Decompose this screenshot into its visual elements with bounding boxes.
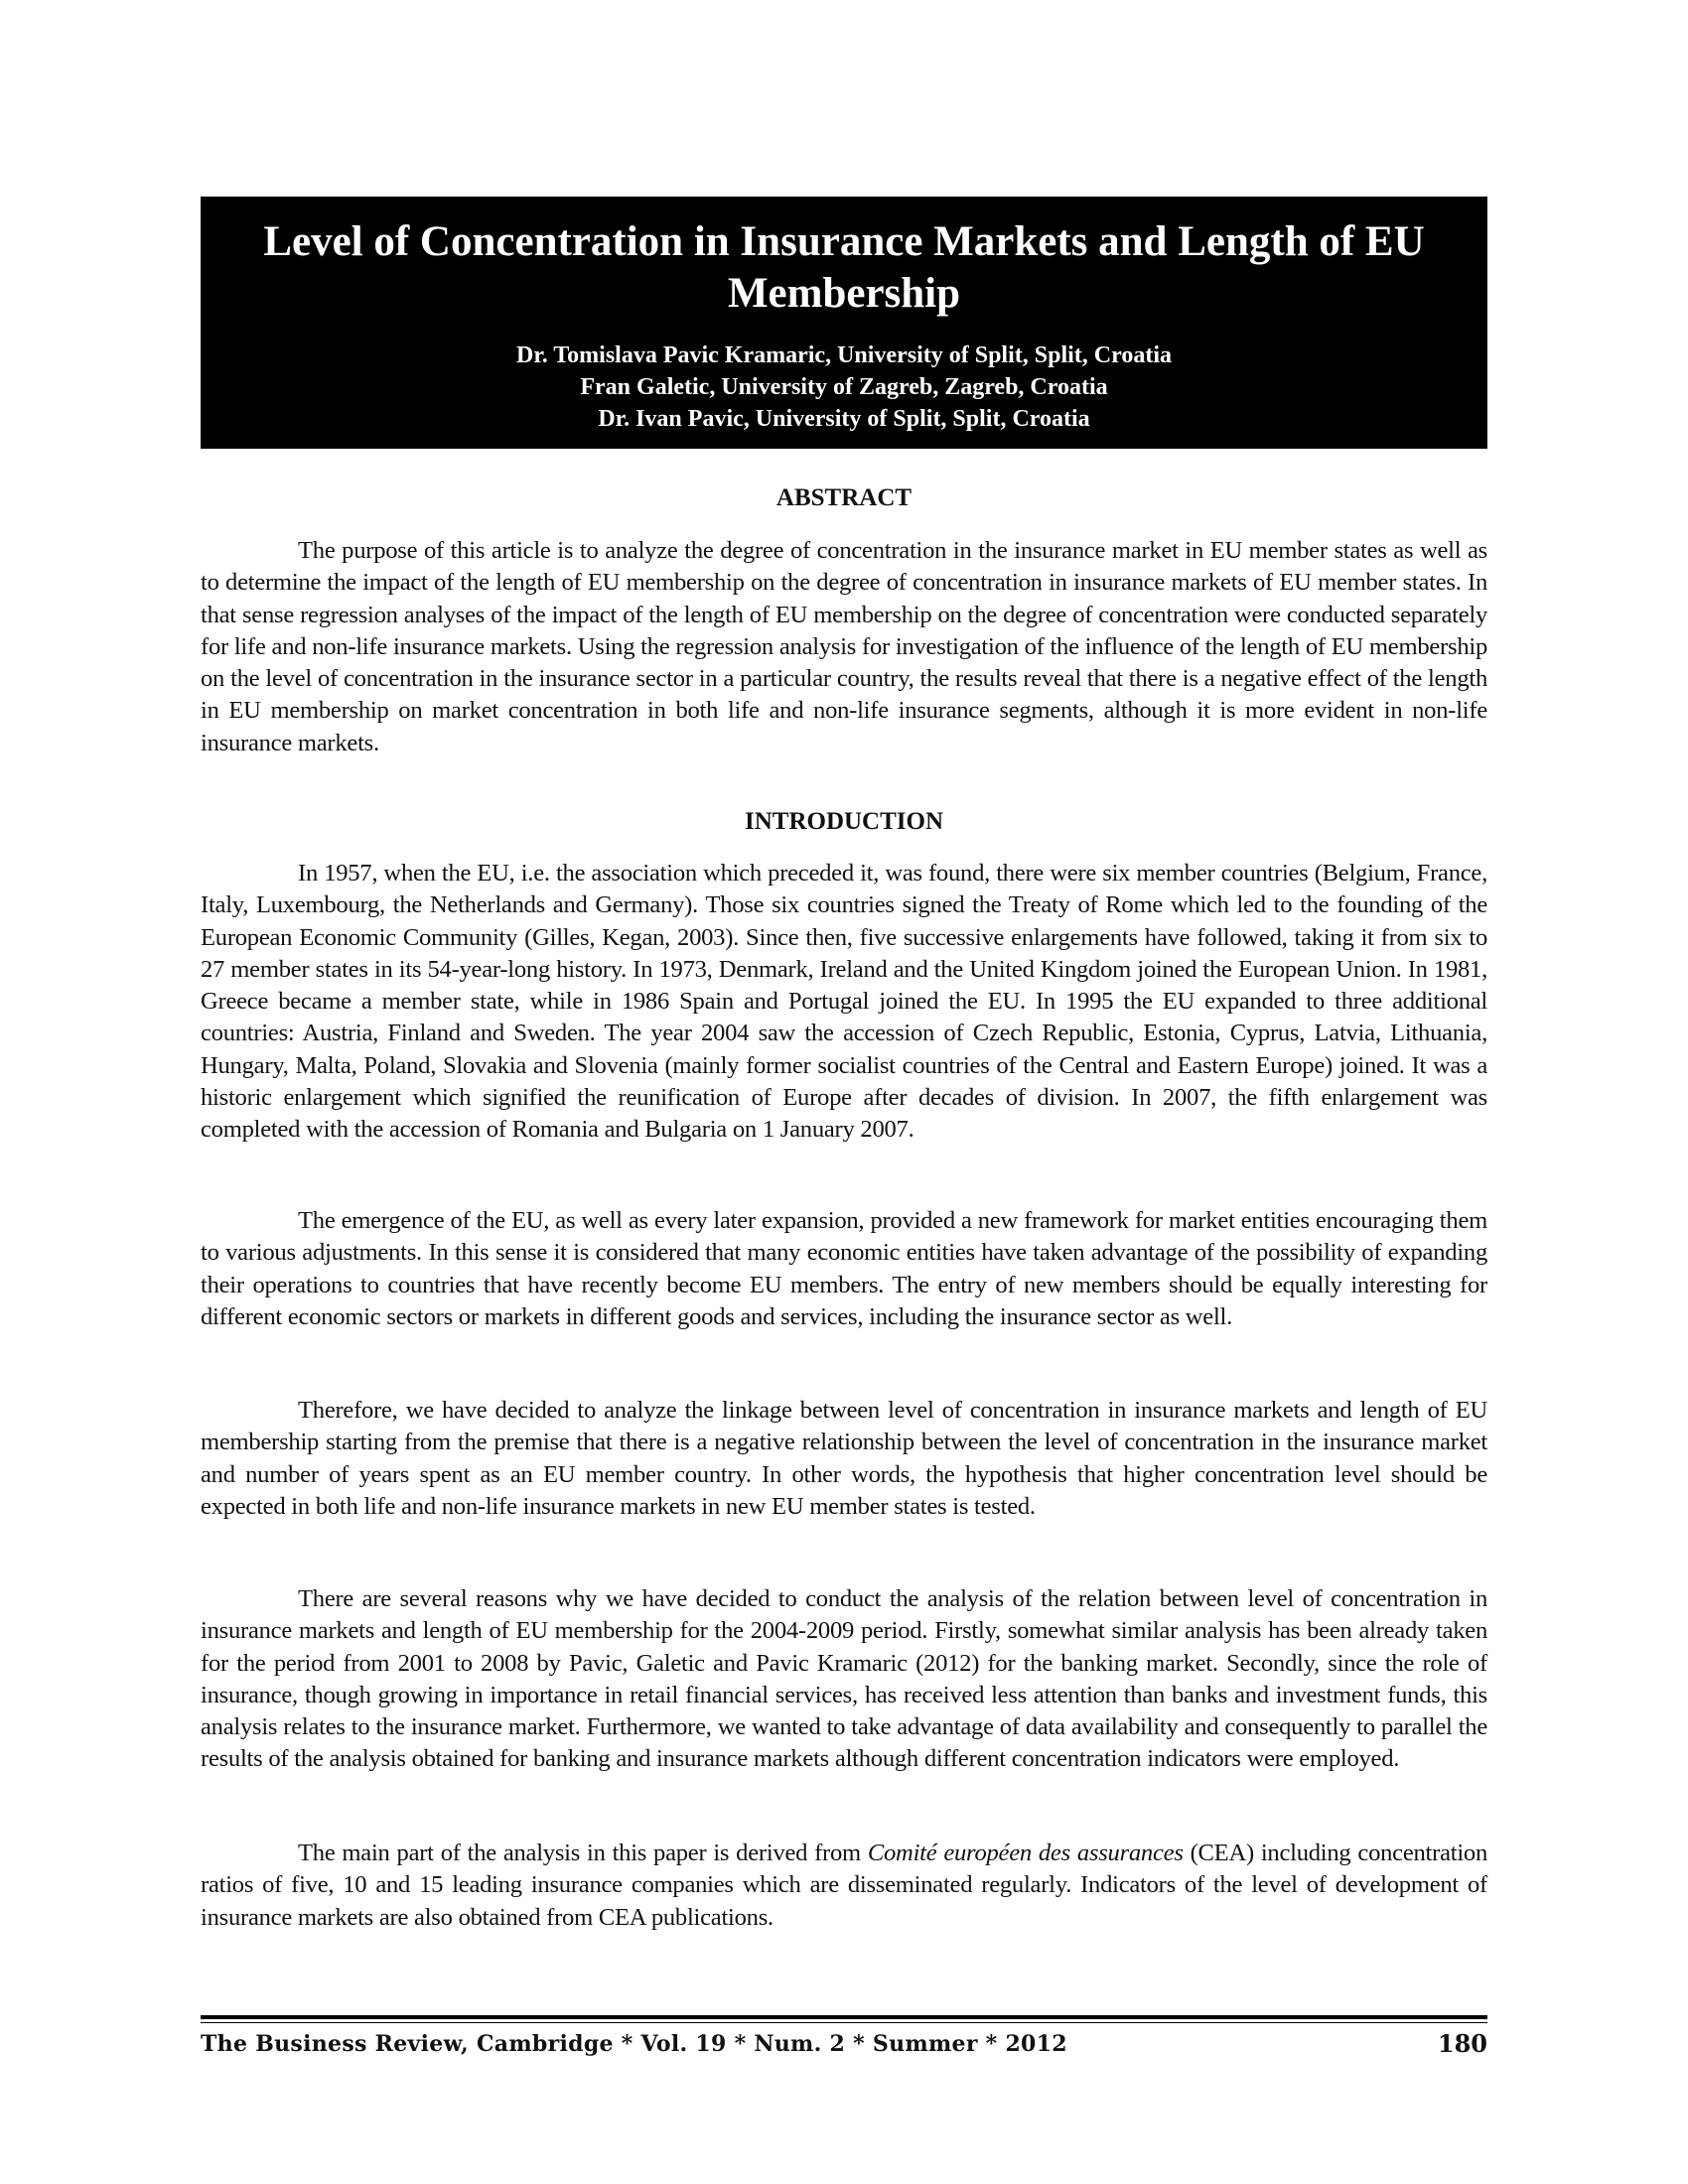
abstract-heading: ABSTRACT	[775, 484, 913, 511]
author-line: Dr. Tomislava Pavic Kramaric, University of Split, Split, Croatia	[516, 342, 1172, 368]
abstract-paragraph: The purpose of this article is to analyze the degree of concentration in the insurance market in EU member states as well as to determine the impact of the length of EU membership on the degree of concentration in insurance markets of EU member states. In that sense regression analyses of the impact of the length of EU membership on the degree of concentration were conducted separately for life and non-life insurance markets. Using the regression analysis for investigation of the influence of the length of EU membership on the level of concentration in the insurance sector in a particular country, the results reveal that there is a negative effect of the length in EU membership on market concentration in both life and non-life insurance segments, although it is more evident in non-life insurance markets.	[201, 537, 1487, 756]
author-line: Fran Galetic, University of Zagreb, Zagreb, Croatia	[580, 374, 1108, 400]
body-paragraph: The emergence of the EU, as well as every later expansion, provided a new framework for market entities encouraging them to various adjustments. In this sense it is considered that many economic entities have taken advantage of the possibility of expanding their operations to countries that have recently become EU members. The entry of new members should be equally interesting for different economic sectors or markets in different goods and services, including the insurance sector as well.	[201, 1207, 1487, 1330]
introduction-heading: INTRODUCTION	[744, 808, 944, 835]
footer-rule	[201, 2022, 1487, 2023]
footer-rule	[201, 2015, 1487, 2019]
body-paragraph: In 1957, when the EU, i.e. the association which preceded it, was found, there were six member countries (Belgium, France, Italy, Luxembourg, the Netherlands and Germany). Those six countries signed the Treaty of Rome which led to the founding of the European Economic Community (Gilles, Kegan, 2003). Since then, five successive enlargements have followed, taking it from six to 27 member states in its 54-year-long history. In 1973, Denmark, Ireland and the United Kingdom joined the European Union. In 1981, Greece became a member state, while in 1986 Spain and Portugal joined the EU. In 1995 the EU expanded to three additional countries: Austria, Finland and Sweden. The year 2004 saw the accession of Czech Republic, Estonia, Cyprus, Latvia, Lithuania, Hungary, Malta, Poland, Slovakia and Slovenia (mainly former socialist countries of the Central and Eastern Europe) joined. It was a historic enlargement which signified the reunification of Europe after decades of division. In 2007, the fifth enlargement was completed with the accession of Romania and Bulgaria on 1 January 2007.	[201, 860, 1487, 1144]
body-paragraph	[201, 1838, 1487, 1934]
italic-term: Comité européen des assurances	[867, 1840, 1184, 1866]
journal-citation: The Business Review, Cambridge * Vol. 19 * Num. 2 * Summer * 2012	[201, 2031, 1067, 2057]
body-paragraph: There are several reasons why we have decided to conduct the analysis of the relation between level of concentration in insurance markets and length of EU membership for the 2004-2009 period. Firstly, somewhat similar analysis has been already taken for the period from 2001 to 2008 by Pavic, Galetic and Pavic Kramaric (2012) for the banking market. Secondly, since the role of insurance, though growing in importance in retail financial services, has received less attention than banks and investment funds, this analysis relates to the insurance market. Furthermore, we wanted to take advantage of data availability and consequently to parallel the results of the analysis obtained for banking and insurance markets although different concentration indicators were employed.	[201, 1585, 1487, 1773]
title-banner	[201, 197, 1487, 449]
page-number: 180	[1437, 2029, 1487, 2058]
author-list	[230, 340, 1458, 435]
author-line: Dr. Ivan Pavic, University of Split, Split, Croatia	[598, 406, 1090, 432]
paragraph-text: (CEA) including concentration ratios of five, 10 and 15 leading insurance companies which are disseminated regularly. Indicators of the level of development of insurance markets are also obtained from CEA publications.	[201, 1840, 1487, 1931]
body-paragraph: Therefore, we have decided to analyze the linkage between level of concentration in insurance markets and length of EU membership starting from the premise that there is a negative relationship between the level of concentration in the insurance market and number of years spent as an EU member country. In other words, the hypothesis that higher concentration level should be expected in both life and non-life insurance markets in new EU member states is tested.	[201, 1397, 1487, 1520]
paragraph-text: The main part of the analysis in this paper is derived from	[298, 1840, 868, 1866]
paper-title: Level of Concentration in Insurance Markets and Length of EU Membership	[263, 218, 1425, 317]
